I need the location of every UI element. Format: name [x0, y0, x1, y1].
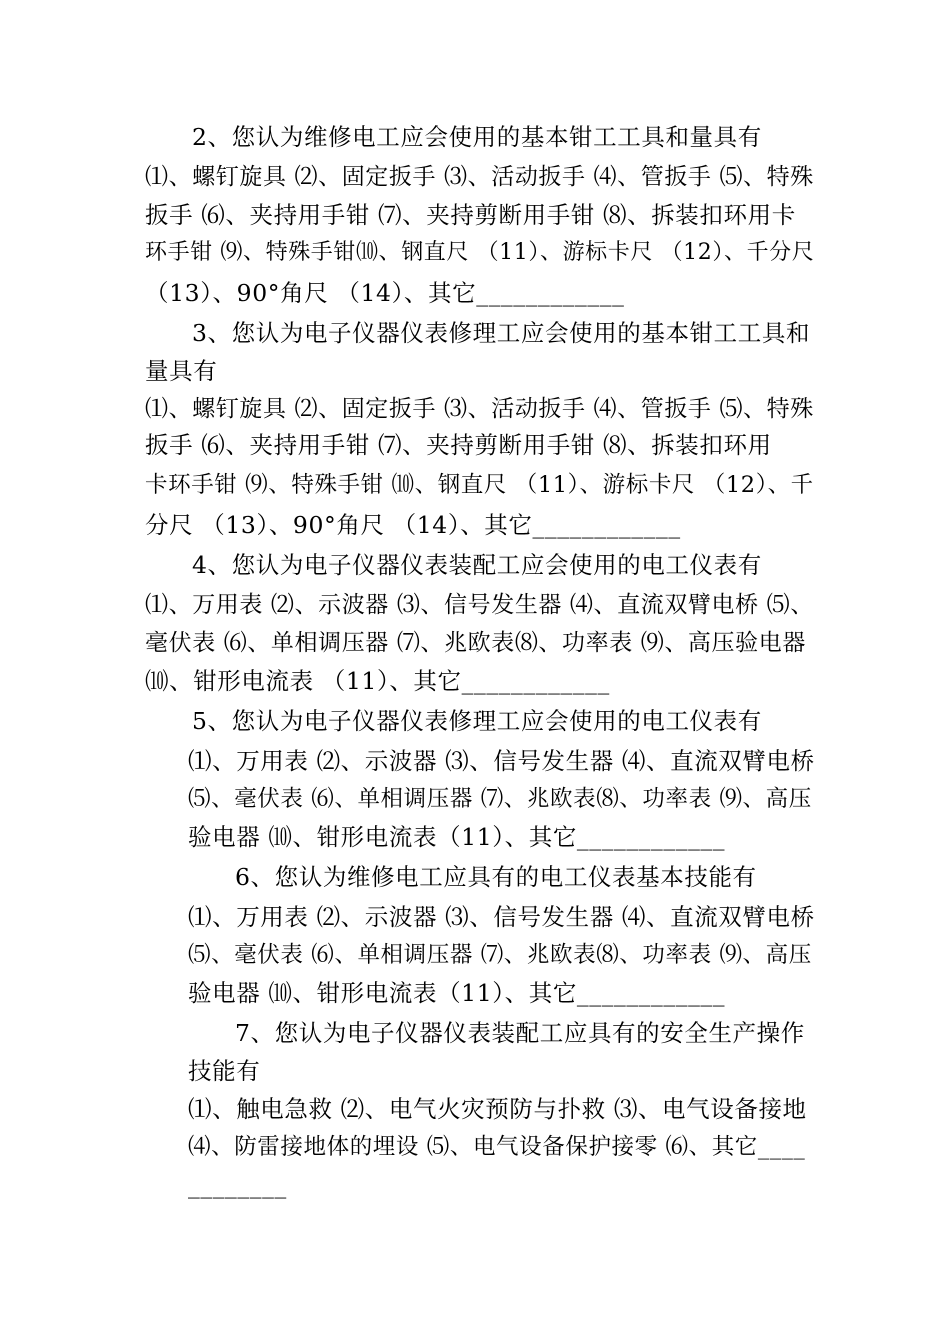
- q3-options-line-3: 卡环手钳 ⑼、特殊手钳 ⑽、钢直尺 （11）、游标卡尺 （12）、千: [145, 472, 814, 498]
- q6-options-line-3: 验电器 ⑽、钳形电流表（11）、其它____________: [188, 979, 726, 1007]
- q4-options-line-1: ⑴、万用表 ⑵、示波器 ⑶、信号发生器 ⑷、直流双臂电桥 ⑸、: [145, 592, 814, 618]
- q6-options-line-1: ⑴、万用表 ⑵、示波器 ⑶、信号发生器 ⑷、直流双臂电桥: [188, 903, 815, 931]
- q7-options-line-1: ⑴、触电急救 ⑵、电气火灾预防与扑救 ⑶、电气设备接地: [188, 1095, 807, 1123]
- q7-options-line-3: ________: [188, 1171, 287, 1199]
- q3-options-line-2: 扳手 ⑹、夹持用手钳 ⑺、夹持剪断用手钳 ⑻、拆装扣环用: [145, 431, 772, 459]
- q6-heading: 6、您认为维修电工应具有的电工仪表基本技能有: [235, 863, 757, 891]
- q2-options-line-3: 环手钳 ⑼、特殊手钳⑽、钢直尺 （11）、游标卡尺 （12）、千分尺: [145, 240, 815, 265]
- q3-options-line-1: ⑴、螺钉旋具 ⑵、固定扳手 ⑶、活动扳手 ⑷、管扳手 ⑸、特殊: [145, 396, 814, 422]
- q4-options-line-2: 毫伏表 ⑹、单相调压器 ⑺、兆欧表⑻、功率表 ⑼、高压验电器: [145, 630, 806, 656]
- q4-heading: 4、您认为电子仪器仪表装配工应会使用的电工仪表有: [192, 551, 762, 579]
- q3-heading-cont: 量具有: [145, 357, 218, 385]
- q2-heading: 2、您认为维修电工应会使用的基本钳工工具和量具有: [192, 123, 762, 151]
- q5-heading: 5、您认为电子仪器仪表修理工应会使用的电工仪表有: [192, 707, 762, 735]
- q7-options-line-2: ⑷、防雷接地体的埋设 ⑸、电气设备保护接零 ⑹、其它____: [188, 1134, 806, 1160]
- q5-options-line-2: ⑸、毫伏表 ⑹、单相调压器 ⑺、兆欧表⑻、功率表 ⑼、高压: [188, 786, 812, 812]
- q7-heading-cont: 技能有: [188, 1057, 261, 1085]
- q3-heading: 3、您认为电子仪器仪表修理工应会使用的基本钳工工具和: [192, 319, 811, 347]
- q3-options-line-4: 分尺 （13）、90°角尺 （14）、其它____________: [145, 511, 681, 539]
- q7-heading: 7、您认为电子仪器仪表装配工应具有的安全生产操作: [235, 1019, 805, 1047]
- q6-options-line-2: ⑸、毫伏表 ⑹、单相调压器 ⑺、兆欧表⑻、功率表 ⑼、高压: [188, 942, 812, 968]
- q5-options-line-1: ⑴、万用表 ⑵、示波器 ⑶、信号发生器 ⑷、直流双臂电桥: [188, 747, 815, 775]
- q2-options-line-2: 扳手 ⑹、夹持用手钳 ⑺、夹持剪断用手钳 ⑻、拆装扣环用卡: [145, 201, 796, 229]
- q4-options-line-3: ⑽、钳形电流表 （11）、其它____________: [145, 667, 610, 695]
- q5-options-line-3: 验电器 ⑽、钳形电流表（11）、其它____________: [188, 823, 726, 851]
- q2-options-line-4: （13）、90°角尺 （14）、其它____________: [145, 279, 625, 307]
- q2-options-line-1: ⑴、螺钉旋具 ⑵、固定扳手 ⑶、活动扳手 ⑷、管扳手 ⑸、特殊: [145, 164, 814, 190]
